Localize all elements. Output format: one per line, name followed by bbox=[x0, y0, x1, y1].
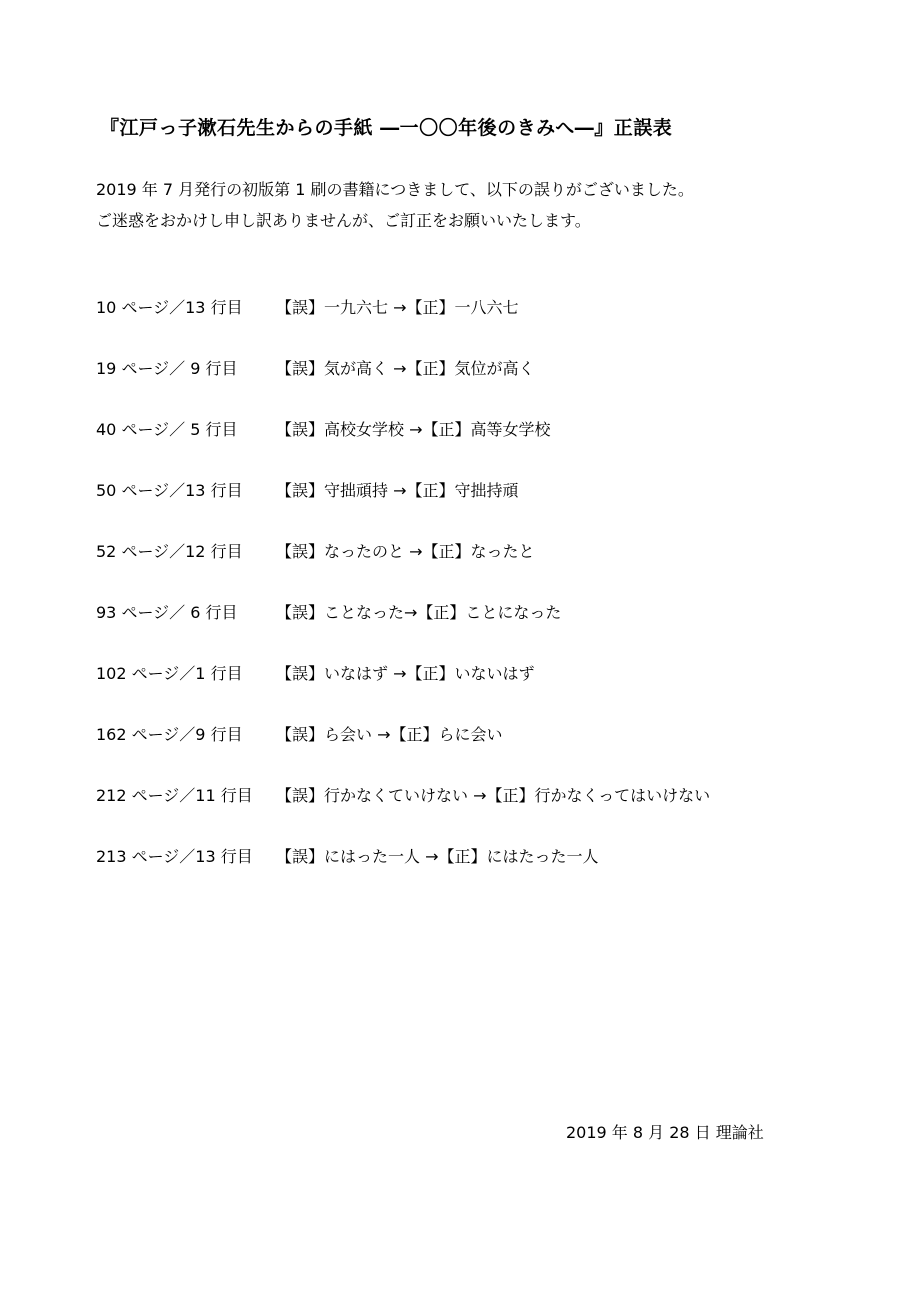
errata-correction: 【誤】なったのと →【正】なったと bbox=[276, 542, 535, 561]
errata-location: 162 ページ／9 行目 bbox=[96, 725, 243, 744]
errata-row bbox=[96, 540, 876, 601]
errata-row bbox=[96, 418, 876, 479]
errata-correction: 【誤】ことなった→【正】ことになった bbox=[276, 603, 562, 622]
intro-line: 2019 年 7 月発行の初版第 1 刷の書籍につきまして、以下の誤りがございました。 bbox=[96, 180, 694, 199]
errata-correction: 【誤】行かなくていけない →【正】行かなくってはいけない bbox=[276, 786, 711, 805]
errata-correction: 【誤】ら会い →【正】らに会い bbox=[276, 725, 503, 744]
errata-location: 212 ページ／11 行目 bbox=[96, 786, 253, 805]
errata-row bbox=[96, 601, 876, 662]
errata-row bbox=[96, 479, 876, 540]
errata-location: 52 ページ／12 行目 bbox=[96, 542, 243, 561]
errata-correction: 【誤】守拙頑持 →【正】守拙持頑 bbox=[276, 481, 519, 500]
errata-location: 19 ページ／ 9 行目 bbox=[96, 359, 238, 378]
footer-date-publisher: 2019 年 8 月 28 日 理論社 bbox=[566, 1123, 764, 1142]
intro-paragraph bbox=[96, 174, 856, 236]
errata-list bbox=[96, 296, 876, 906]
errata-correction: 【誤】一九六七 →【正】一八六七 bbox=[276, 298, 519, 317]
errata-row bbox=[96, 723, 876, 784]
errata-correction: 【誤】にはった一人 →【正】にはたった一人 bbox=[276, 847, 599, 866]
errata-correction: 【誤】高校女学校 →【正】高等女学校 bbox=[276, 420, 551, 439]
errata-correction: 【誤】気が高く →【正】気位が高く bbox=[276, 359, 535, 378]
errata-row bbox=[96, 784, 876, 845]
errata-row bbox=[96, 845, 876, 906]
errata-row bbox=[96, 662, 876, 723]
errata-location: 93 ページ／ 6 行目 bbox=[96, 603, 238, 622]
errata-row bbox=[96, 357, 876, 418]
errata-location: 10 ページ／13 行目 bbox=[96, 298, 243, 317]
errata-location: 40 ページ／ 5 行目 bbox=[96, 420, 238, 439]
errata-row bbox=[96, 296, 876, 357]
errata-location: 213 ページ／13 行目 bbox=[96, 847, 253, 866]
intro-line: ご迷惑をおかけし申し訳ありませんが、ご訂正をお願いいたします。 bbox=[96, 211, 591, 230]
errata-location: 50 ページ／13 行目 bbox=[96, 481, 243, 500]
document-title: 『江戸っ子漱石先生からの手紙 ―一〇〇年後のきみへ―』正誤表 bbox=[100, 117, 673, 139]
errata-location: 102 ページ／1 行目 bbox=[96, 664, 243, 683]
errata-correction: 【誤】いなはず →【正】いないはず bbox=[276, 664, 535, 683]
